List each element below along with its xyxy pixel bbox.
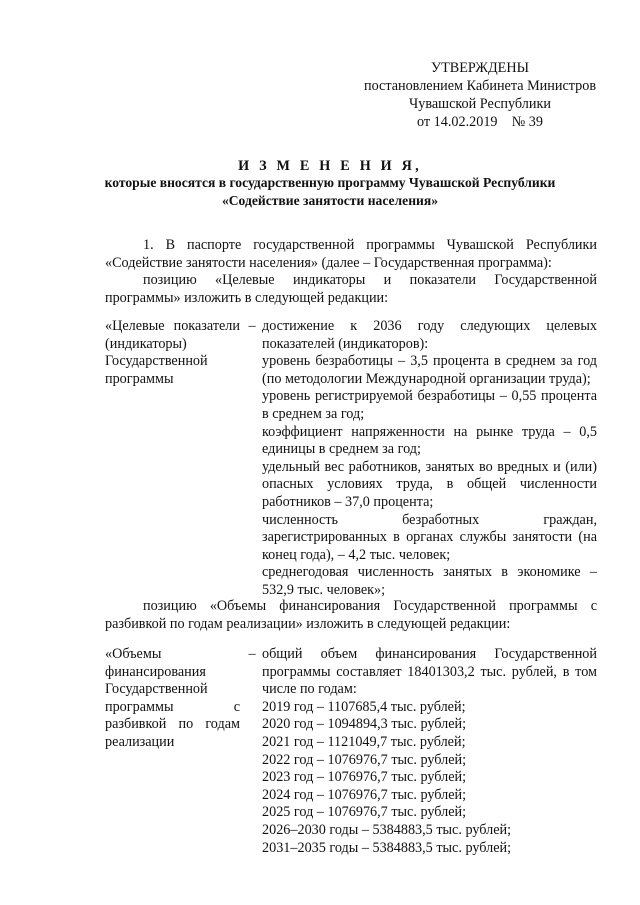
block1-item: достижение к 2036 году следующих целевых показателей (индикаторов):: [262, 318, 597, 352]
funding-year-row: 2020 год – 1094894,3 тыс. рублей;: [262, 716, 467, 733]
block2-dash: –: [248, 646, 256, 662]
block1-item: коэффициент напряженности на рынке труда – 0,5 единицы в среднем за год;: [262, 423, 597, 458]
block1-item: среднегодовая численность занятых в экономике – 532,9 тыс. человек»;: [262, 564, 597, 598]
block2-intro: общий объем финансирования Государственной программы составляет 18401303,2 тыс. рублей, в том числе по годам:: [262, 646, 597, 698]
document-subtitle-1: которые вносятся в государственную программу Чувашской Республики: [104, 175, 556, 190]
approval-line-3: от 14.02.2019 № 39: [417, 114, 543, 130]
funding-year-row: 2019 год – 1107685,4 тыс. рублей;: [262, 698, 466, 715]
funding-year-row: 2024 год – 1076976,7 тыс. рублей;: [262, 786, 467, 803]
funding-year-row: 2023 год – 1076976,7 тыс. рублей;: [262, 769, 467, 786]
block1-content: [262, 318, 597, 600]
block2-label: «Объемы финансирования Государственной программы с разбивкой по годам реализации: [105, 646, 240, 750]
paragraph-3: позицию «Объемы финансирования Государственной программы с разбивкой по годам реализации» изложить в следующей редакции:: [105, 598, 597, 632]
paragraph-2: позицию «Целевые индикаторы и показатели Государственной программы» изложить в следующей редакции:: [105, 272, 597, 306]
approval-line-1: постановлением Кабинета Министров: [363, 78, 597, 94]
block1-item: уровень регистрируемой безработицы – 0,55 процента в среднем за год;: [262, 388, 597, 422]
funding-year-row: 2025 год – 1076976,7 тыс. рублей;: [262, 804, 467, 821]
approval-line-2: Чувашской Республики: [409, 96, 551, 112]
funding-year-row: 2021 год – 1121049,7 тыс. рублей;: [262, 733, 466, 750]
funding-year-row: 2022 год – 1076976,7 тыс. рублей;: [262, 751, 467, 768]
funding-year-row: 2031–2035 годы – 5384883,5 тыс. рублей;: [262, 839, 512, 856]
approval-stamp: [330, 59, 630, 131]
approval-heading: УТВЕРЖДЕНЫ: [431, 60, 529, 76]
block1-dash: –: [248, 318, 256, 334]
document-subtitle-2: «Содействие занятости населения»: [221, 193, 439, 208]
block1-item: удельный вес работников, занятых во вредных и (или) опасных условиях труда, в общей численности работников – 37,0 процента;: [262, 458, 597, 510]
block1-label: «Целевые показатели (индикаторы) Государственной программы: [105, 318, 240, 387]
block1-item: численность безработных граждан, зарегистрированных в органах службы занятости (на конец года), – 4,2 тыс. человек;: [262, 511, 597, 563]
block2-content: [262, 646, 597, 857]
paragraph-1: 1. В паспорте государственной программы Чувашской Республики «Содействие занятости населения» (далее – Государственная программа):: [105, 237, 597, 271]
funding-year-row: 2026–2030 годы – 5384883,5 тыс. рублей;: [262, 821, 512, 838]
block1-item: уровень безработицы – 3,5 процента в среднем за год (по методологии Международной организации труда);: [262, 353, 597, 387]
document-title: И З М Е Н Е Н И Я,: [238, 158, 422, 174]
